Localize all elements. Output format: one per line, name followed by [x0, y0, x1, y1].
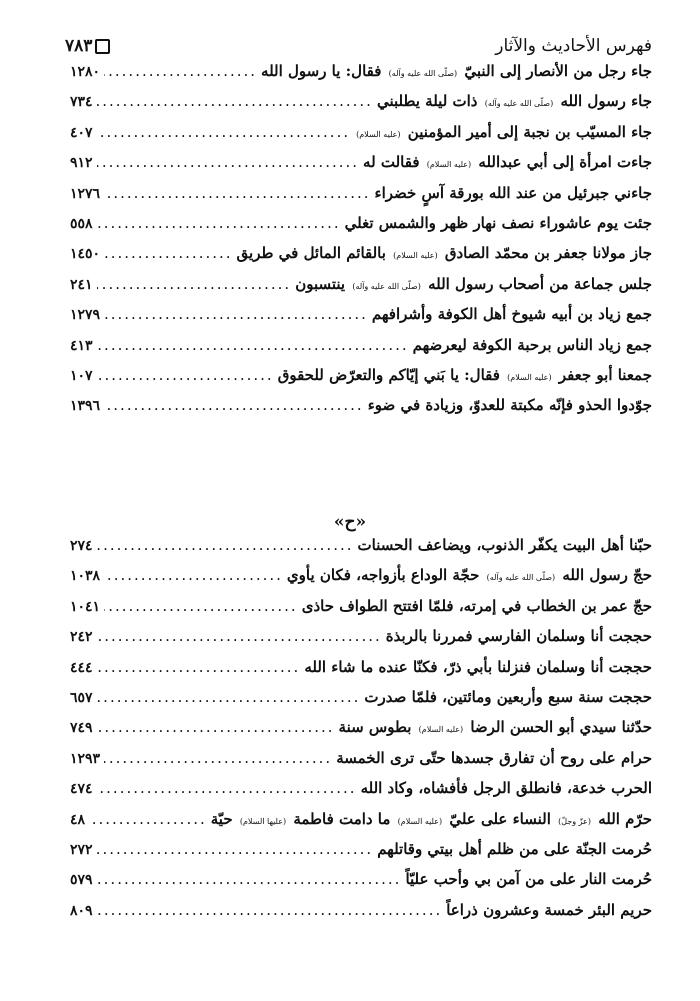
honorific: (عزّ وجلّ) — [558, 816, 591, 826]
entry-page-number: ٢٤٢ — [70, 629, 93, 646]
entry-text — [287, 566, 652, 584]
entry-page-number: ٤٠٧ — [70, 124, 93, 141]
entry-text-segment: حُرمت النار على من آمن بي وأحب عليّاً — [405, 870, 652, 889]
dot-leader — [104, 244, 232, 262]
entry-text-segment: النساء على عليّ — [449, 809, 551, 828]
entry-text-segment: حجّ عمر بن الخطاب في إمرته، فلمّا افتتح الطواف حاذى — [301, 596, 652, 615]
index-entry — [70, 153, 652, 181]
entry-text-segment: بطوس سنة — [338, 718, 412, 737]
entry-text-segment: ذات ليلة يطلبني — [376, 92, 478, 111]
honorific: (صلّى الله عليه وآله) — [484, 99, 554, 109]
index-entry — [70, 901, 652, 929]
entry-page-number: ٢٧٤ — [70, 538, 93, 554]
running-header-title: فهرس الأحاديث والآثار — [495, 36, 652, 56]
entry-text-segment: حبّنا أهل البيت يكفّر الذنوب، ويضاعف الحسنات — [357, 536, 652, 554]
dot-leader — [104, 396, 364, 414]
entry-page-number: ٥٥٨ — [70, 216, 93, 232]
section-heading: «ح» — [333, 512, 367, 532]
entry-text-segment: ينتسبون — [295, 274, 346, 293]
index-entry — [70, 749, 652, 777]
entry-text — [345, 214, 652, 232]
dot-leader — [104, 184, 370, 202]
entry-text-segment: جمع زياد بن أبيه شيوخ أهل الكوفة وأشرافهم — [371, 305, 652, 324]
index-entry — [70, 305, 652, 333]
dot-leader — [104, 749, 332, 767]
entry-page-number: ١٢٧٩ — [70, 307, 101, 324]
entry-text — [237, 244, 652, 262]
entry-text-segment: حُرمت الجنّة على من ظلم أهل بيتي وقاتلهم — [377, 840, 652, 858]
entry-text-segment: فقال: يا رسول الله — [261, 62, 382, 80]
honorific: (عليه السلام) — [507, 373, 552, 382]
index-entry — [70, 658, 652, 686]
index-entry — [70, 688, 652, 716]
index-entry — [70, 840, 652, 868]
entry-text-segment: حريم البئر خمسة وعشرون ذراعاً — [446, 900, 652, 919]
dot-leader — [97, 123, 351, 141]
entry-text — [354, 123, 652, 141]
entry-page-number: ١٢٩٣ — [70, 750, 101, 767]
entry-text-segment: جاءت امرأة إلى أبي عبدالله — [478, 153, 652, 172]
dot-leader — [97, 840, 374, 858]
dot-leader — [97, 536, 354, 554]
entry-page-number: ٧٣٤ — [70, 94, 93, 111]
honorific: (عليه السلام) — [356, 129, 401, 139]
index-entry — [70, 810, 652, 838]
entry-text-segment: ما دامت فاطمة — [293, 809, 391, 828]
entry-page-number: ٦٥٧ — [70, 690, 93, 706]
dot-leader — [97, 275, 292, 293]
dot-leader — [104, 305, 368, 323]
entry-text — [358, 536, 653, 554]
entry-text — [261, 62, 652, 80]
entry-text-segment: حرام على روح أن تفارق جسدها حتّى ترى الخمسة — [336, 748, 652, 767]
entry-page-number: ١٣٩٦ — [70, 398, 101, 415]
entry-text-segment: جلس جماعة من أصحاب رسول الله — [428, 274, 652, 293]
entry-text-segment: فقال: يا بَني إيّاكم والتعرّض للحقوق — [277, 366, 500, 384]
entry-text-segment: حججت سنة سبع وأربعين ومائتين، فلمّا صدرت — [364, 688, 652, 706]
dot-leader — [104, 597, 298, 615]
index-entry — [70, 597, 652, 625]
entry-text — [372, 305, 652, 323]
index-entry — [70, 92, 652, 120]
page-number-text: ٧٨٣ — [65, 36, 93, 56]
index-entry — [70, 244, 652, 272]
entry-page-number: ١٠٣٨ — [70, 568, 101, 585]
dot-leader — [97, 627, 382, 645]
entry-text-segment: جاز مولانا جعفر بن محمّد الصادق — [444, 244, 652, 263]
index-entry — [70, 870, 652, 898]
index-entry — [70, 123, 652, 151]
entry-text — [364, 688, 652, 706]
entry-text-segment: حدّثنا سيدي أبو الحسن الرضا — [470, 718, 652, 737]
index-entry — [70, 536, 652, 564]
entry-page-number: ٤٧٤ — [70, 781, 93, 798]
entry-page-number: ٥٧٩ — [70, 872, 93, 889]
entry-text-segment: فقالت له — [363, 153, 420, 172]
page-number — [65, 36, 110, 56]
entry-text-segment: حججت أنا وسلمان فنزلنا بأبي ذرّ، فكنّا عنده ما شاء الله — [304, 657, 652, 676]
entry-page-number: ٤١٣ — [70, 337, 93, 354]
entry-text-segment: بالقائم المائل في طريق — [236, 244, 386, 263]
entry-text-segment: حرّم الله — [598, 809, 652, 828]
entry-page-number: ٤٨ — [70, 811, 86, 828]
dot-leader — [97, 779, 357, 797]
entry-page-number: ١٢٧٦ — [70, 185, 101, 202]
entry-page-number: ١٢٨٠ — [70, 64, 101, 80]
entry-text — [278, 366, 652, 384]
entry-text-segment: جاء رسول الله — [560, 92, 652, 111]
entry-text — [377, 840, 652, 858]
square-box-icon — [95, 39, 110, 54]
honorific: (عليها السلام) — [239, 816, 287, 826]
entry-text — [339, 718, 652, 736]
dot-leader — [97, 901, 443, 919]
honorific: (عليه السلام) — [397, 816, 443, 826]
entry-text-segment: الحرب خدعة، فانطلق الرجل فأفشاه، وكاد الله — [360, 779, 652, 798]
entry-text — [377, 92, 652, 110]
dot-leader — [97, 366, 274, 384]
entry-text-segment: جمع زياد الناس برحبة الكوفة ليعرضهم — [412, 335, 652, 354]
entry-text — [304, 658, 652, 676]
honorific: (صلّى الله عليه وآله) — [352, 281, 421, 291]
dot-leader — [97, 153, 359, 171]
entry-text — [368, 396, 652, 414]
entry-page-number: ٢٤١ — [70, 276, 93, 293]
entry-page-number: ٢٧٢ — [70, 842, 93, 858]
entry-page-number: ٩١٢ — [70, 155, 93, 172]
entry-text-segment: جاء المسيّب بن نجبة إلى أمير المؤمنين — [407, 122, 652, 141]
dot-leader — [97, 688, 361, 706]
honorific: (صلّى الله عليه وآله) — [388, 69, 458, 78]
entry-text — [386, 627, 652, 645]
dot-leader — [104, 566, 283, 584]
honorific: (عليه السلام) — [426, 160, 472, 170]
index-entry — [70, 718, 652, 746]
index-entry — [70, 214, 652, 242]
honorific: (عليه السلام) — [393, 251, 438, 261]
dot-leader — [97, 870, 402, 888]
entry-text — [295, 275, 652, 293]
entry-page-number: ١٤٥٠ — [70, 246, 101, 263]
honorific: (عليه السلام) — [418, 725, 464, 735]
entry-text-segment: حجّ رسول الله — [562, 566, 652, 585]
entry-text — [446, 901, 652, 919]
index-entry — [70, 366, 652, 394]
entry-text — [302, 597, 652, 615]
dot-leader — [104, 62, 257, 80]
entry-text-segment: جئت يوم عاشوراء نصف نهار ظهر والشمس تغلي — [344, 214, 652, 232]
entry-text-segment: حجّة الوداع بأزواجه، فكان يأوي — [286, 566, 480, 585]
index-entry — [70, 779, 652, 807]
entry-text-segment: جاء رجل من الأنصار إلى النبيّ — [464, 62, 652, 80]
entry-page-number: ١٠٤١ — [70, 598, 101, 615]
entry-text-segment: حيّة — [210, 809, 233, 828]
dot-leader — [97, 214, 341, 232]
entry-text — [413, 336, 652, 354]
honorific: (صلّى الله عليه وآله) — [486, 573, 556, 583]
entry-page-number: ٤٤٤ — [70, 659, 93, 676]
index-entry — [70, 336, 652, 364]
entry-text — [363, 153, 652, 171]
index-entry — [70, 396, 652, 424]
entry-text — [375, 184, 652, 202]
index-entry — [70, 184, 652, 212]
index-entry — [70, 62, 652, 90]
entry-page-number: ٧٤٩ — [70, 720, 93, 737]
entry-text-segment: حججت أنا وسلمان الفارسي فمررنا بالربذة — [385, 627, 652, 646]
index-entry — [70, 627, 652, 655]
entry-text — [211, 810, 652, 828]
dot-leader — [97, 336, 409, 354]
dot-leader — [89, 810, 207, 828]
dot-leader — [97, 92, 373, 110]
entry-text — [336, 749, 652, 767]
index-entry — [70, 566, 652, 594]
entry-page-number: ١٠٧ — [70, 368, 93, 384]
entry-text-segment: جوّدوا الحذو فإنّه مكبتة للعدوّ، وزيادة في ضوء — [367, 396, 652, 415]
entry-text-segment: جاءني جبرئيل من عند الله بورقة آسٍ خضراء — [374, 183, 652, 202]
dot-leader — [97, 718, 335, 736]
entry-page-number: ٨٠٩ — [70, 902, 93, 919]
entry-text — [405, 870, 652, 888]
entry-text — [361, 779, 652, 797]
index-entry — [70, 275, 652, 303]
dot-leader — [97, 658, 301, 676]
entry-text-segment: جمعنا أبو جعفر — [558, 366, 652, 384]
